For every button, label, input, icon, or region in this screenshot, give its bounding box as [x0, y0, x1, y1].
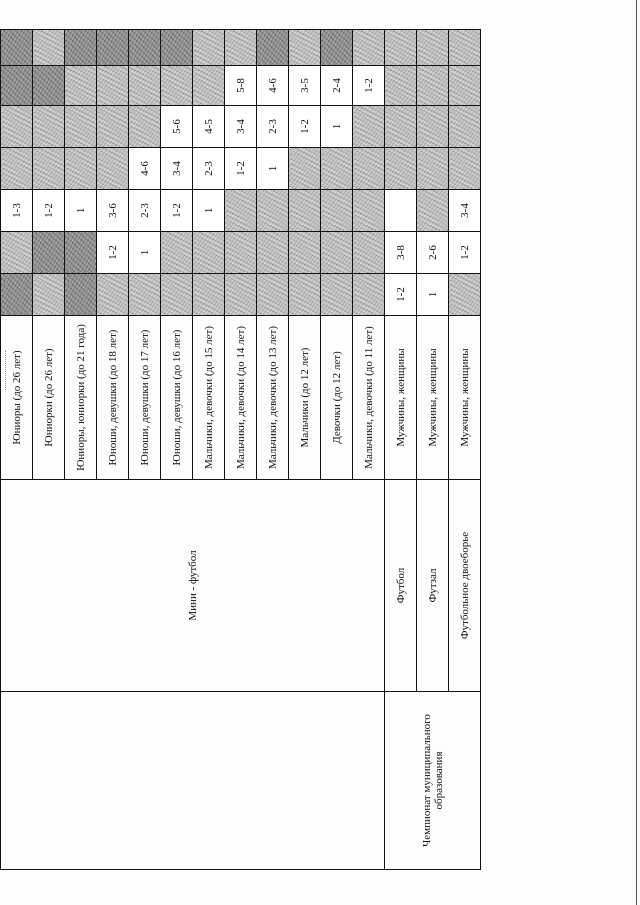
place-cell: 1 — [129, 232, 161, 274]
place-cell — [321, 274, 353, 316]
place-cell — [385, 66, 417, 106]
place-cell: 4-6 — [257, 66, 289, 106]
page-edge-line — [636, 0, 637, 905]
place-cell — [1, 30, 33, 66]
place-cell — [129, 274, 161, 316]
place-cell — [33, 232, 65, 274]
place-cell — [33, 148, 65, 190]
place-cell — [225, 190, 257, 232]
place-cell: 1-2 — [225, 148, 257, 190]
place-cell — [449, 148, 481, 190]
place-cell — [385, 148, 417, 190]
place-cell: 1 — [417, 274, 449, 316]
category-cell: Юноши, девушки (до 18 лет) — [97, 316, 129, 480]
place-cell — [449, 66, 481, 106]
sport-mini-football: Мини - футбол — [1, 480, 385, 692]
place-cell — [417, 190, 449, 232]
place-cell — [161, 232, 193, 274]
place-cell — [225, 232, 257, 274]
place-cell: 2-4 — [321, 66, 353, 106]
place-cell — [97, 274, 129, 316]
place-cell — [385, 106, 417, 148]
place-cell: 3-4 — [161, 148, 193, 190]
place-cell: 4-5 — [193, 106, 225, 148]
place-cell: 1-2 — [385, 274, 417, 316]
category-cell: Мальчики, девочки (до 15 лет) — [193, 316, 225, 480]
place-cell — [1, 274, 33, 316]
place-cell: 1-2 — [353, 66, 385, 106]
place-cell: 1 — [321, 106, 353, 148]
place-cell — [417, 148, 449, 190]
place-cell — [33, 274, 65, 316]
category-cell: Мужчины, женщины — [449, 316, 481, 480]
sport-football: Футбол — [385, 480, 417, 692]
place-cell — [33, 30, 65, 66]
place-cell — [353, 274, 385, 316]
place-cell — [257, 190, 289, 232]
place-cell: 3-4 — [449, 190, 481, 232]
place-cell — [385, 190, 417, 232]
level-cell-empty — [1, 692, 385, 870]
place-cell — [321, 190, 353, 232]
category-cell: Мальчики, девочки (до 14 лет) — [225, 316, 257, 480]
category-cell: Мужчины, женщины — [385, 316, 417, 480]
place-cell — [289, 274, 321, 316]
place-cell — [289, 190, 321, 232]
category-cell: Юноши, девушки (до 17 лет) — [129, 316, 161, 480]
place-cell — [321, 30, 353, 66]
place-cell — [1, 106, 33, 148]
place-cell — [417, 66, 449, 106]
place-cell: 4-6 — [129, 148, 161, 190]
place-cell: 3-5 — [289, 66, 321, 106]
category-cell: Мальчики, девочки (до 11 лет) — [353, 316, 385, 480]
place-cell — [193, 232, 225, 274]
place-cell: 3-6 — [97, 190, 129, 232]
place-cell — [289, 148, 321, 190]
category-cell: Мужчины, женщины — [417, 316, 449, 480]
place-cell — [97, 30, 129, 66]
place-cell — [129, 66, 161, 106]
place-cell: 3-8 — [385, 232, 417, 274]
place-cell: 5-8 — [225, 66, 257, 106]
place-cell — [65, 232, 97, 274]
table-row — [1, 30, 33, 870]
place-cell — [129, 106, 161, 148]
place-cell: 1-2 — [449, 232, 481, 274]
place-cell — [289, 232, 321, 274]
place-cell — [65, 30, 97, 66]
place-cell — [1, 148, 33, 190]
category-cell: Юноши, девушки (до 16 лет) — [161, 316, 193, 480]
place-cell — [65, 106, 97, 148]
place-cell — [417, 30, 449, 66]
place-cell — [449, 106, 481, 148]
category-cell: Юниорки (до 26 лет) — [33, 316, 65, 480]
place-cell — [97, 148, 129, 190]
place-cell — [289, 30, 321, 66]
place-cell: 2-3 — [129, 190, 161, 232]
sport-football-biathlon: Футбольное двоеборье — [449, 480, 481, 692]
place-cell: 1-3 — [1, 190, 33, 232]
place-cell — [353, 190, 385, 232]
place-cell: 2-3 — [257, 106, 289, 148]
place-cell — [353, 106, 385, 148]
place-cell — [385, 30, 417, 66]
place-cell — [65, 66, 97, 106]
place-cell — [33, 106, 65, 148]
sport-category-table — [0, 29, 481, 870]
place-cell: 5-6 — [161, 106, 193, 148]
place-cell — [193, 66, 225, 106]
place-cell: 1 — [193, 190, 225, 232]
place-cell — [161, 66, 193, 106]
place-cell — [1, 232, 33, 274]
place-cell — [449, 30, 481, 66]
place-cell — [225, 274, 257, 316]
place-cell — [257, 232, 289, 274]
place-cell — [193, 274, 225, 316]
category-cell: Девочки (до 12 лет) — [321, 316, 353, 480]
place-cell: 1-2 — [289, 106, 321, 148]
place-cell — [161, 274, 193, 316]
place-cell — [353, 232, 385, 274]
place-cell: 2-6 — [417, 232, 449, 274]
place-cell — [353, 148, 385, 190]
place-cell — [257, 30, 289, 66]
sport-futsal: Футзал — [417, 480, 449, 692]
place-cell: 1-2 — [97, 232, 129, 274]
place-cell: 1 — [257, 148, 289, 190]
place-cell — [161, 30, 193, 66]
rotated-table-block — [0, 30, 471, 870]
level-municipal-championship: Чемпионат муниципального образования — [385, 692, 481, 870]
place-cell: 1-2 — [161, 190, 193, 232]
place-cell: 2-3 — [193, 148, 225, 190]
place-cell: 3-4 — [225, 106, 257, 148]
category-cell: Мальчики (до 12 лет) — [289, 316, 321, 480]
place-cell — [225, 30, 257, 66]
category-cell: Юниоры (до 26 лет) — [1, 316, 33, 480]
place-cell — [257, 274, 289, 316]
place-cell — [129, 30, 161, 66]
place-cell: 1-2 — [33, 190, 65, 232]
table-row — [385, 30, 417, 870]
place-cell — [449, 274, 481, 316]
place-cell — [321, 148, 353, 190]
place-cell — [33, 66, 65, 106]
place-cell — [353, 30, 385, 66]
place-cell — [193, 30, 225, 66]
place-cell — [65, 148, 97, 190]
place-cell: 1 — [65, 190, 97, 232]
place-cell — [97, 106, 129, 148]
place-cell — [1, 66, 33, 106]
place-cell — [65, 274, 97, 316]
place-cell — [321, 232, 353, 274]
place-cell — [97, 66, 129, 106]
category-cell: Юниоры, юниорки (до 21 года) — [65, 316, 97, 480]
place-cell — [417, 106, 449, 148]
category-cell: Мальчики, девочки (до 13 лет) — [257, 316, 289, 480]
